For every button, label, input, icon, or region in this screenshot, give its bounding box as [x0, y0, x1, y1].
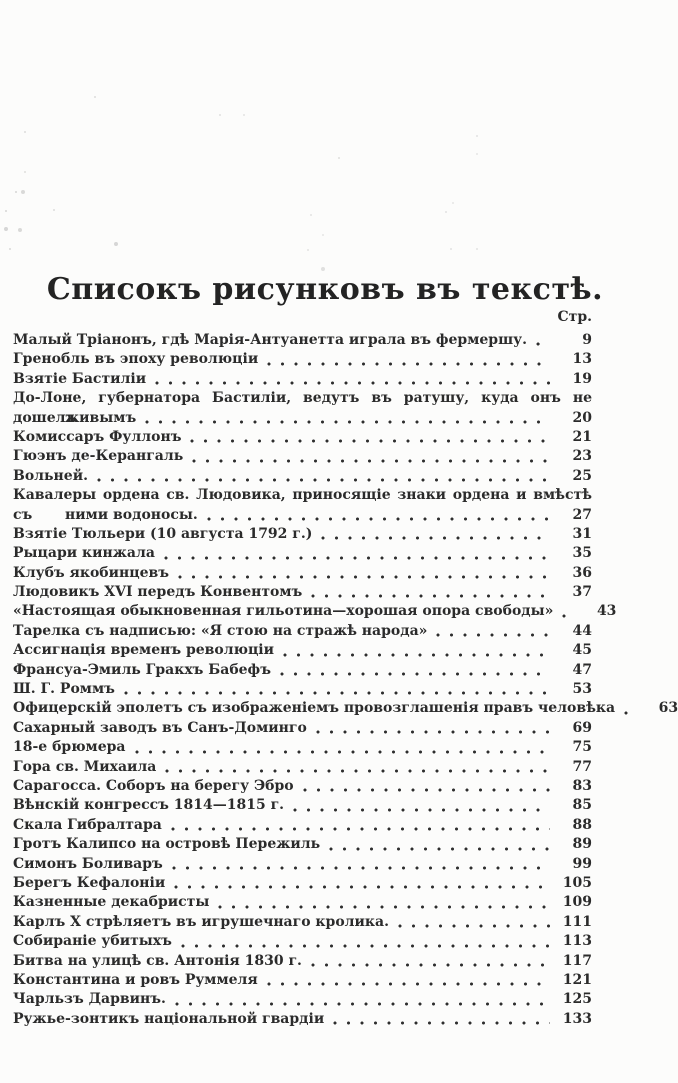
- toc-entry: [13, 855, 592, 874]
- toc-entry: [13, 990, 592, 1009]
- toc-entry-page-number: 111: [562, 913, 592, 930]
- toc-entry: [13, 525, 592, 544]
- toc-entry: [13, 583, 592, 602]
- dot-leader: [192, 459, 550, 463]
- page-column-header: Стр.: [557, 309, 592, 325]
- toc-entry: [13, 699, 678, 718]
- dot-leader: [624, 711, 636, 715]
- toc-entry-title: Битва на улицѣ св. Антонія 1830 г.: [13, 952, 302, 969]
- toc-entry-title: «Настоящая обыкновенная гильотина—хорошая опора свободы»: [13, 603, 554, 620]
- dot-leader: [97, 478, 550, 482]
- toc-entry-title: Константина и ровъ Руммеля: [13, 971, 258, 988]
- toc-entry-page-number: 105: [562, 874, 592, 891]
- toc-entry-page-number: 113: [562, 933, 592, 950]
- toc-entry: [13, 777, 592, 796]
- toc-entry: [13, 796, 592, 815]
- toc-entry-page-number: 121: [562, 971, 592, 988]
- toc-entry-page-number: 47: [572, 661, 592, 678]
- toc-entry: [13, 331, 592, 350]
- toc-entry-title: живымъ: [65, 409, 137, 426]
- dot-leader: [321, 536, 550, 540]
- toc-entry: [13, 447, 592, 466]
- dot-leader: [562, 614, 574, 618]
- dot-leader: [311, 594, 550, 598]
- toc-entry: [13, 544, 592, 563]
- toc-entry-title: ними водоносы.: [65, 506, 198, 523]
- toc-entry-title: Людовикъ XVI передъ Конвентомъ: [13, 584, 303, 601]
- toc-entry-page-number: 88: [572, 816, 592, 833]
- toc-entry-title: Сарагосса. Соборъ на берегу Эбро: [13, 777, 294, 794]
- toc-entry-title: Рыцари кинжала: [13, 545, 155, 562]
- dot-leader: [174, 885, 550, 889]
- toc-entry-title: Вольней.: [13, 467, 88, 484]
- scan-noise: [0, 0, 2, 2]
- toc-entry-page-number: 31: [572, 525, 592, 542]
- dot-leader: [124, 691, 550, 695]
- toc-entry-title: Гротъ Калипсо на островѣ Пережиль: [13, 836, 321, 853]
- toc-entry: [13, 370, 592, 389]
- toc-entry-title: Офицерскій эполетъ съ изображеніемъ провозглашенія правъ человѣка: [13, 700, 616, 717]
- toc-entry: [13, 758, 592, 777]
- toc-entry-page-number: 133: [562, 1010, 592, 1027]
- dot-leader: [333, 1021, 550, 1025]
- toc-entry-title: Ассигнація временъ революціи: [13, 642, 274, 659]
- toc-entry-page-number: 83: [572, 777, 592, 794]
- toc-entry: [13, 564, 592, 583]
- toc-entry: [13, 1010, 592, 1029]
- toc-entry: [13, 719, 592, 738]
- toc-entry-title: Клубъ якобинцевъ: [13, 564, 169, 581]
- toc-entry-page-number: 9: [582, 332, 592, 348]
- toc-entry: [13, 602, 617, 621]
- dot-leader: [267, 982, 550, 986]
- toc-entry: [13, 506, 592, 525]
- toc-entry-title: Гюэнъ де-Керангаль: [13, 448, 184, 465]
- toc-entry-page-number: 21: [572, 428, 592, 445]
- toc-entry: [13, 893, 592, 912]
- toc-entry-page-number: 99: [572, 855, 592, 872]
- dot-leader: [398, 924, 550, 928]
- toc-entry-page-number: 20: [572, 409, 592, 426]
- toc-entry-title: Комиссаръ Фуллонъ: [13, 428, 182, 445]
- toc-entry-page-number: 89: [572, 836, 592, 853]
- toc-entry-page-number: 53: [572, 681, 592, 698]
- dot-leader: [316, 730, 550, 734]
- toc-entry: [13, 622, 592, 641]
- toc-entry-page-number: 45: [572, 642, 592, 659]
- toc-entry: [13, 680, 592, 699]
- toc-entry: [13, 350, 592, 369]
- dot-leader: [181, 944, 550, 948]
- toc-entry-page-number: 19: [572, 370, 592, 387]
- dot-leader: [303, 788, 550, 792]
- dot-leader: [164, 556, 550, 560]
- toc-entry-page-number: 13: [572, 351, 592, 368]
- dot-leader: [436, 633, 550, 637]
- toc-entry-title: Малый Тріанонъ, гдѣ Марія-Антуанетта играла въ фермершу.: [13, 332, 527, 348]
- toc-entry: [13, 467, 592, 486]
- toc-entry: [13, 816, 592, 835]
- dot-leader: [190, 439, 550, 443]
- toc-entry-page-number: 63: [658, 700, 678, 717]
- dot-leader: [536, 342, 550, 346]
- toc-entry-title: Скала Гибралтара: [13, 816, 162, 833]
- toc-entry: [13, 641, 592, 660]
- dot-leader: [283, 653, 550, 657]
- dot-leader: [178, 575, 550, 579]
- toc-entry: [13, 661, 592, 680]
- toc-entry-page-number: 75: [572, 739, 592, 756]
- dot-leader: [293, 808, 550, 812]
- toc-entry-title: Вѣнскій конгрессъ 1814—1815 г.: [13, 797, 285, 814]
- toc-entry-title: Гренобль въ эпоху революціи: [13, 351, 259, 368]
- toc-entry-page-number: 125: [562, 991, 592, 1008]
- toc-entry: [13, 874, 592, 893]
- toc-entry-page-number: 37: [572, 584, 592, 601]
- toc-entry-page-number: 35: [572, 545, 592, 562]
- toc-entry-title: Берегъ Кефалоніи: [13, 874, 166, 891]
- toc-entry-page-number: 23: [572, 448, 592, 465]
- dot-leader: [172, 866, 550, 870]
- toc-entry: [13, 913, 592, 932]
- dot-leader: [329, 847, 550, 851]
- toc-entry: [13, 428, 592, 447]
- toc-entry: [13, 409, 592, 428]
- toc-entry: [13, 932, 592, 951]
- illustration-list: [13, 331, 678, 1029]
- toc-entry-title: Ш. Г. Роммъ: [13, 681, 115, 698]
- toc-entry-page-number: 27: [572, 506, 592, 523]
- toc-entry: [13, 835, 592, 854]
- toc-entry: [13, 971, 592, 990]
- toc-entry-title: Ружье-зонтикъ національной гвардіи: [13, 1010, 325, 1027]
- dot-leader: [175, 1002, 550, 1006]
- dot-leader: [267, 362, 550, 366]
- toc-entry: [13, 738, 592, 757]
- toc-entry-page-number: 109: [562, 894, 592, 911]
- toc-entry-page-number: 77: [572, 758, 592, 775]
- dot-leader: [218, 905, 550, 909]
- dot-leader: [171, 827, 550, 831]
- toc-entry-title: Карлъ X стрѣляетъ въ игрушечнаго кролика.: [13, 913, 389, 930]
- toc-entry-title: Тарелка съ надписью: «Я стою на стражѣ народа»: [13, 622, 428, 639]
- toc-entry-title: Взятіе Бастиліи: [13, 370, 147, 387]
- toc-entry-title: Чарльзъ Дарвинъ.: [13, 991, 166, 1008]
- toc-entry-page-number: 43: [596, 603, 617, 620]
- toc-entry-title: Сахарный заводъ въ Санъ-Доминго: [13, 719, 307, 736]
- dot-leader: [207, 517, 550, 521]
- toc-entry: [13, 952, 592, 971]
- toc-entry-title-line1: Кавалеры ордена св. Людовика, приносящіе знаки ордена и вмѣстѣ съ: [13, 487, 592, 523]
- toc-entry-title-line1: До-Лоне, губернатора Бастиліи, ведутъ въ ратушу, куда онъ не дошелъ: [13, 390, 592, 426]
- toc-entry-title: Казненные декабристы: [13, 894, 210, 911]
- toc-entry-page-number: 36: [572, 564, 592, 581]
- dot-leader: [145, 420, 550, 424]
- toc-entry-page-number: 117: [562, 952, 592, 969]
- dot-leader: [155, 381, 550, 385]
- dot-leader: [280, 672, 550, 676]
- toc-entry-title: Взятіе Тюльери (10 августа 1792 г.): [13, 525, 313, 542]
- toc-entry-title: Собираніе убитыхъ: [13, 933, 172, 950]
- dot-leader: [311, 963, 550, 967]
- toc-entry-title: Франсуа-Эмиль Гракхъ Бабефъ: [13, 661, 271, 678]
- page-title: Списокъ рисунковъ въ текстѣ.: [46, 272, 604, 307]
- toc-entry-page-number: 44: [572, 622, 592, 639]
- toc-entry-page-number: 25: [572, 467, 592, 484]
- dot-leader: [165, 769, 550, 773]
- dot-leader: [135, 750, 551, 754]
- toc-entry-page-number: 69: [572, 719, 592, 736]
- toc-entry-title: Гора св. Михаила: [13, 758, 157, 775]
- toc-entry-title: 18-е брюмера: [13, 739, 126, 756]
- toc-entry-title: Симонъ Боливаръ: [13, 855, 163, 872]
- toc-entry-page-number: 85: [572, 797, 592, 814]
